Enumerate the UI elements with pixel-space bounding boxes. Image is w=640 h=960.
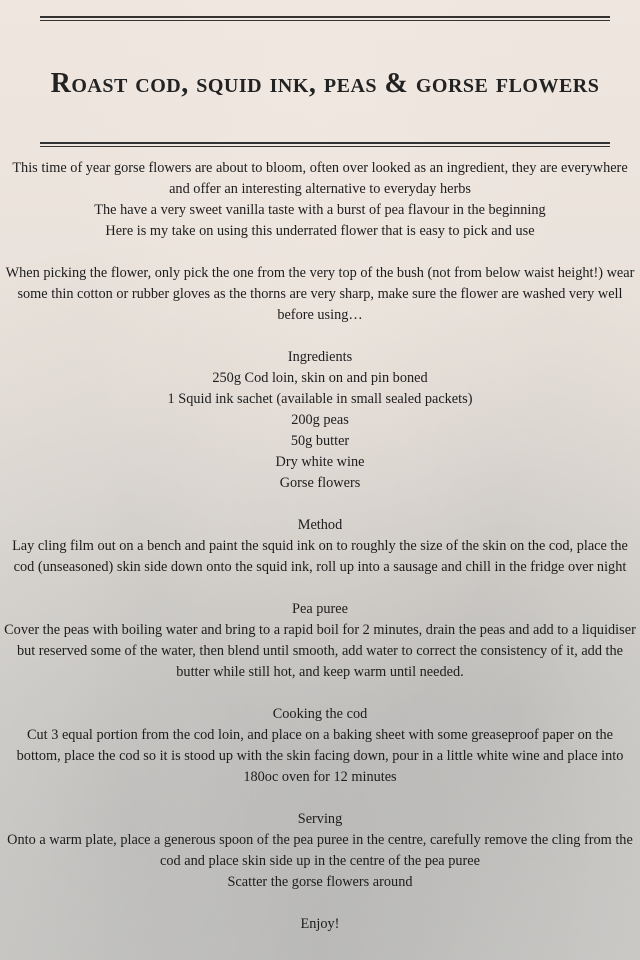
title-bottom-rule — [40, 142, 610, 147]
cooking-text: Cut 3 equal portion from the cod loin, and place on a baking sheet with some greaseproof paper on the bottom, place the cod so it is stood up with the skin facing down, pour in a little white wine and place into 180oc oven for 12 minutes — [16, 727, 624, 785]
intro-take-line: Here is my take on using this underrated flower that is easy to pick and use — [105, 223, 535, 239]
ingredient-item: 1 Squid ink sachet (available in small sealed packets) — [167, 391, 473, 407]
serving-heading: Serving — [297, 811, 343, 827]
ingredients-heading: Ingredients — [287, 349, 353, 365]
ingredient-item: 250g Cod loin, skin on and pin boned — [212, 370, 428, 386]
ingredient-item: Dry white wine — [275, 454, 365, 470]
method-text: Lay cling film out on a bench and paint the squid ink on to roughly the size of the skin on the cod, place the cod (unseasoned) skin side down onto the squid ink, roll up into a sausage and chill in the fridge over night — [12, 538, 628, 575]
closing-text: Enjoy! — [300, 916, 340, 932]
pea-puree-text: Cover the peas with boiling water and bring to a rapid boil for 2 minutes, drain the peas and add to a liquidiser but reserved some of the water, then blend until smooth, add water to correct the consistency of it, add the butter while still hot, and keep warm until needed. — [4, 622, 636, 680]
intro-paragraph: This time of year gorse flowers are about to bloom, often over looked as an ingredient, they are everywhere and offer an interesting alternative to everyday herbs — [12, 160, 628, 197]
serving-scatter-line: Scatter the gorse flowers around — [227, 874, 413, 890]
method-heading: Method — [297, 517, 343, 533]
ingredient-item: Gorse flowers — [279, 475, 361, 491]
picking-note: When picking the flower, only pick the one from the very top of the bush (not from below waist height!) wear some thin cotton or rubber gloves as the thorns are very sharp, make sure the flower are washed very well before using… — [5, 265, 635, 323]
title-top-rule — [40, 16, 610, 21]
cooking-heading: Cooking the cod — [272, 706, 368, 722]
pea-puree-heading: Pea puree — [292, 601, 348, 617]
recipe-title: Roast cod, squid ink, peas & gorse flowers — [50, 68, 600, 99]
ingredient-item: 50g butter — [290, 433, 350, 449]
recipe-body — [0, 158, 640, 935]
intro-taste-line: The have a very sweet vanilla taste with a burst of pea flavour in the beginning — [94, 202, 546, 218]
serving-text: Onto a warm plate, place a generous spoon of the pea puree in the centre, carefully remove the cling from the cod and place skin side up in the centre of the pea puree — [7, 832, 633, 869]
ingredient-item: 200g peas — [291, 412, 349, 428]
